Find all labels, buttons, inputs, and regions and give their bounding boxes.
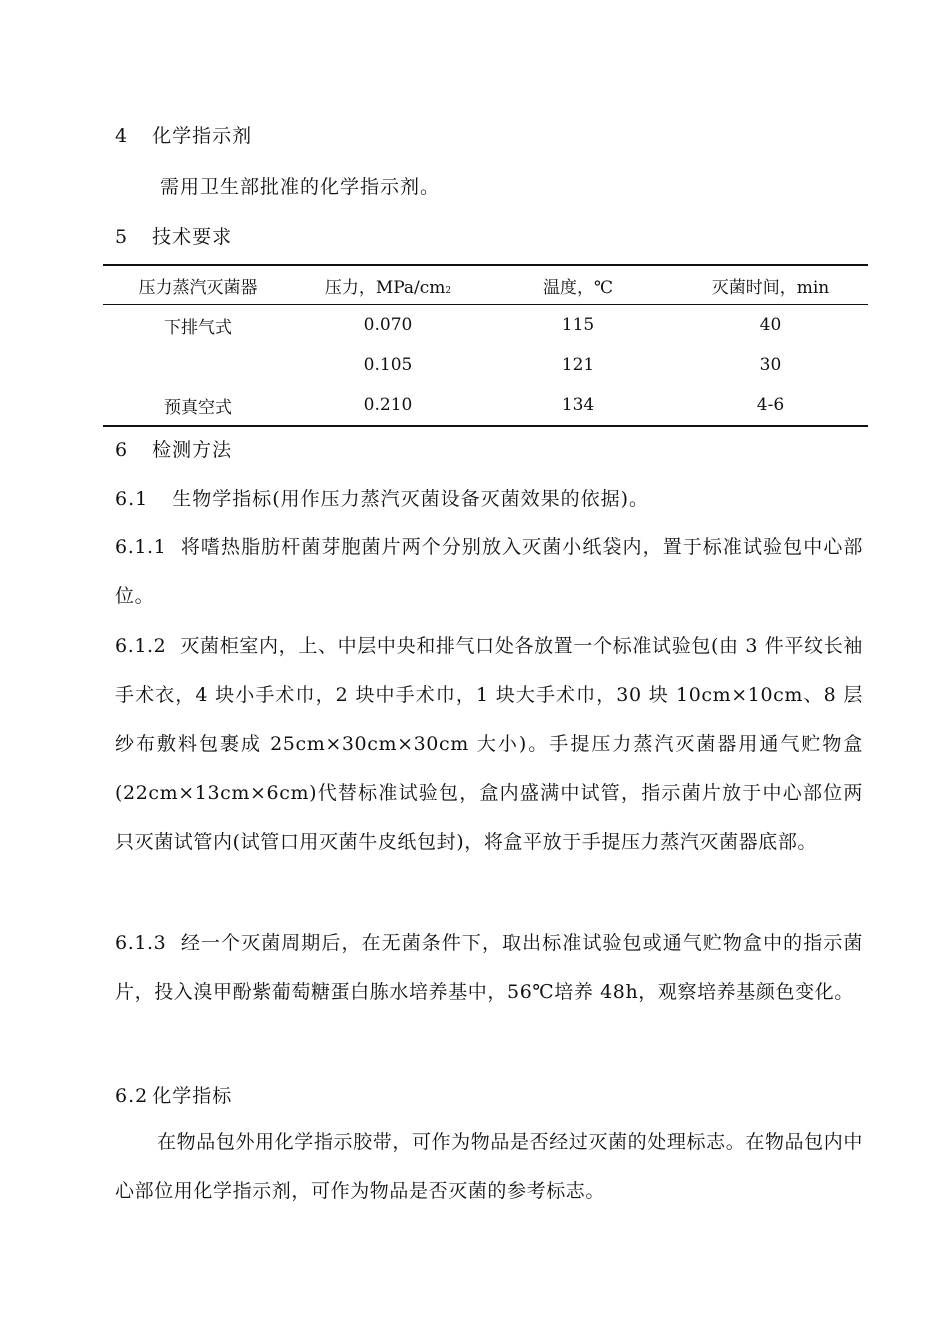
- table-row: [103, 345, 868, 385]
- header-pressure: 压力，MPa/cm2: [293, 265, 483, 305]
- clause-number: 6.1.2: [115, 635, 167, 657]
- clause-number: 6.1.3: [115, 932, 167, 954]
- cell-pressure: 0.105: [363, 355, 413, 375]
- cell-time: 4-6: [756, 395, 785, 415]
- table-row: [103, 305, 868, 346]
- cell-pressure: 0.210: [363, 395, 413, 415]
- section-6-1-3: [115, 919, 863, 1017]
- section-6-2-heading: [115, 1083, 860, 1109]
- clause-text: 将嗜热脂肪杆菌芽胞菌片两个分别放入灭菌小纸袋内，置于标准试验包中心部位。: [115, 536, 863, 607]
- clause-number: 6.1.1: [115, 536, 167, 558]
- cell-time: 40: [759, 315, 782, 335]
- cell-temperature: 115: [561, 315, 595, 335]
- pressure-unit-superscript: 2: [445, 285, 452, 296]
- section-5-heading: [115, 224, 860, 250]
- section-6-heading: [115, 437, 860, 463]
- clause-text: 经一个灭菌周期后，在无菌条件下，取出标准试验包或通气贮物盒中的指示菌片，投入溴甲酚紫葡萄糖蛋白胨水培养基中，56℃培养 48h，观察培养基颜色变化。: [115, 932, 863, 1003]
- section-6-1-2: [115, 622, 863, 867]
- header-sterilizer: 压力蒸汽灭菌器: [103, 265, 293, 305]
- cell-temperature: 121: [561, 355, 595, 375]
- section-6-1-1: [115, 523, 863, 621]
- section-number: 6: [115, 439, 129, 461]
- clause-number: 6.2: [115, 1085, 149, 1107]
- section-number: 5: [115, 226, 129, 248]
- section-title: 化学指示剂: [152, 125, 253, 147]
- table-header-row: [103, 265, 868, 305]
- section-title: 技术要求: [152, 226, 233, 248]
- table-row: [103, 385, 868, 426]
- header-temperature: 温度，℃: [483, 265, 673, 305]
- section-number: 4: [115, 125, 129, 147]
- clause-title: 化学指标: [152, 1085, 233, 1107]
- section-6-1: [115, 486, 860, 512]
- cell-temperature: 134: [561, 395, 595, 415]
- section-4-heading: [115, 123, 860, 149]
- cell-sterilizer: [103, 345, 293, 385]
- section-6-2-body: 在物品包外用化学指示胶带，可作为物品是否经过灭菌的处理标志。在物品包内中心部位用化学指示剂，可作为物品是否灭菌的参考标志。: [115, 1131, 863, 1202]
- sterilization-requirements-table: [103, 264, 868, 427]
- cell-pressure: 0.070: [363, 315, 413, 335]
- cell-time: 30: [759, 355, 782, 375]
- cell-sterilizer: 下排气式: [164, 317, 232, 338]
- clause-text: 灭菌柜室内，上、中层中央和排气口处各放置一个标准试验包(由 3 件平纹长袖手术衣，4 块小手术巾，2 块中手术巾，1 块大手术巾，30 块 10cm×10cm、8 层纱布敷料包裹成 25cm×30cm×30cm 大小)。手提压力蒸汽灭菌器用通气贮物盒(22cm×13cm×6cm)代替标准试验包，盒内盛满中试管，指示菌片放于中心部位两只灭菌试管内(试管口用灭菌牛皮纸包封)，将盒平放于手提压力蒸汽灭菌器底部。: [115, 635, 863, 853]
- header-time: 灭菌时间，min: [673, 265, 868, 305]
- section-title: 检测方法: [152, 439, 233, 461]
- section-4-body: 需用卫生部批准的化学指示剂。: [160, 176, 441, 198]
- clause-number: 6.1: [115, 488, 149, 510]
- cell-sterilizer: 预真空式: [164, 397, 232, 418]
- clause-text: 生物学指标(用作压力蒸汽灭菌设备灭菌效果的依据)。: [172, 488, 650, 510]
